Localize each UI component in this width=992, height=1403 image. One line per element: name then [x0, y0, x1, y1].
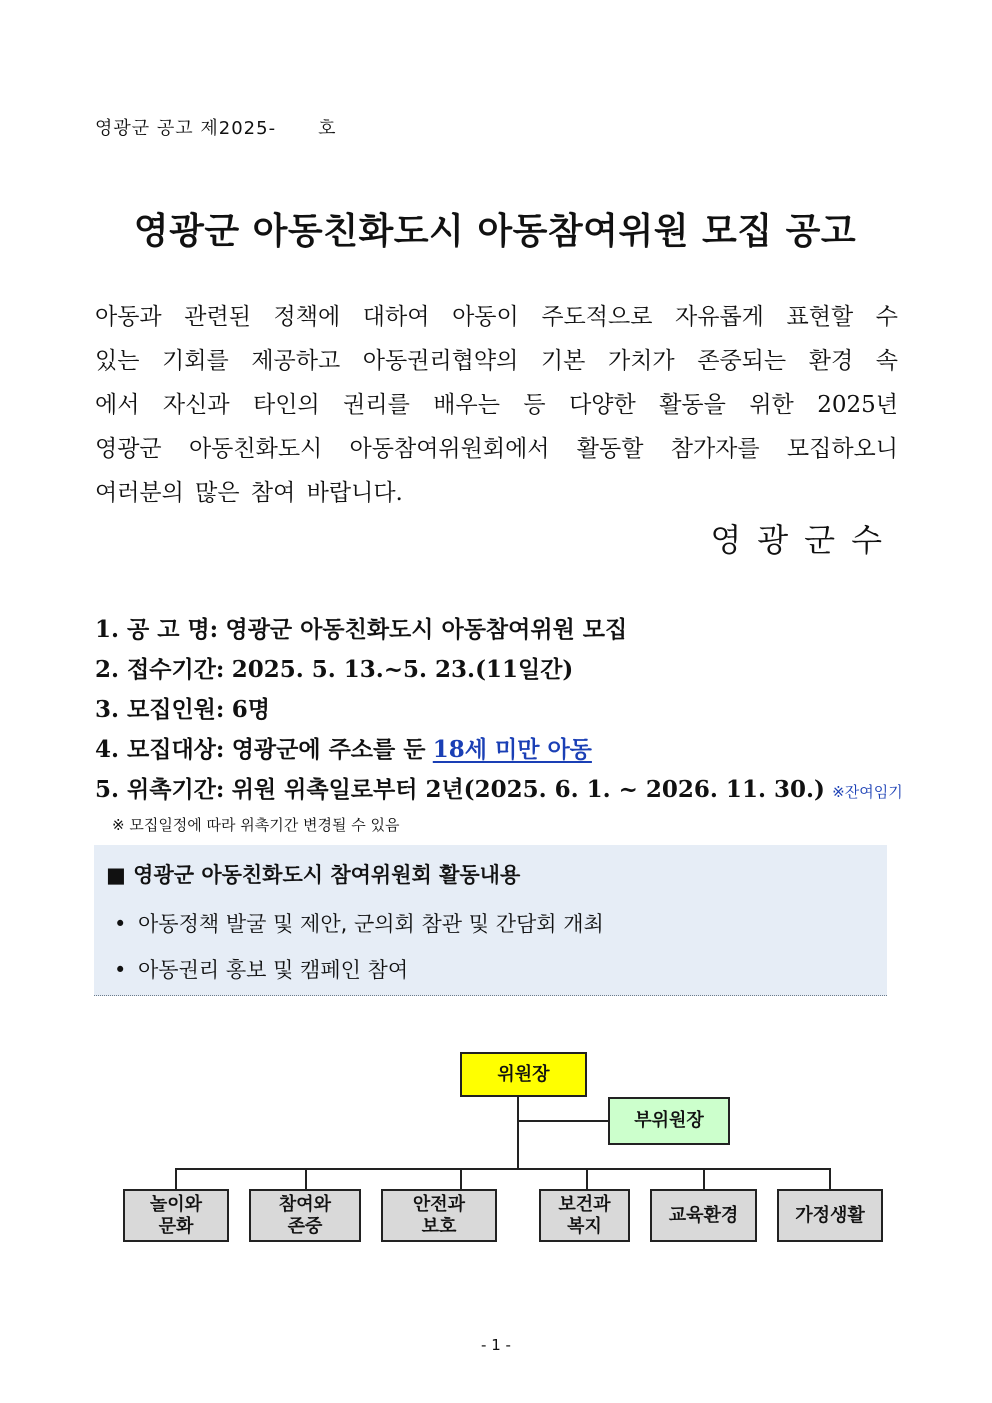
connector-line: [517, 1120, 610, 1122]
item-value: 위원 위촉일로부터 2년(2025. 6. 1. ~ 2026. 11. 30.): [231, 776, 825, 803]
chair-label: 위원장: [497, 1063, 550, 1085]
notice-number-suffix: 호: [318, 118, 337, 139]
connector-line: [829, 1168, 831, 1190]
group-label: 문화: [158, 1215, 194, 1237]
group-label: 존중: [287, 1215, 323, 1237]
group-box-family-life: [777, 1189, 883, 1242]
item-label: 5. 위촉기간:: [95, 776, 225, 803]
item-headcount: [95, 690, 895, 730]
group-box-safety-protection: [381, 1189, 497, 1242]
intro-line: 여러분의 많은 참여 바랍니다.: [95, 480, 403, 506]
item-period: [95, 650, 895, 690]
intro-line: 있는 기회를 제공하고 아동권리협약의 기본 가치가 존중되는 환경 속: [95, 348, 898, 374]
intro-line: 아동과 관련된 정책에 대하여 아동이 주도적으로 자유롭게 표현할 수: [95, 304, 898, 330]
activity-text: 아동정책 발굴 및 제안, 군의회 참관 및 간담회 개최: [138, 912, 604, 936]
intro-paragraph: [95, 295, 898, 515]
item-label: 1. 공 고 명:: [95, 616, 219, 643]
connector-line: [460, 1168, 462, 1190]
group-label: 가정생활: [795, 1204, 865, 1226]
item-value: 영광군 아동친화도시 아동참여위원 모집: [225, 616, 628, 643]
group-label: 복지: [567, 1215, 602, 1237]
group-box-participation-respect: [249, 1189, 361, 1242]
activity-item: [114, 947, 604, 993]
connector-line: [175, 1168, 177, 1190]
activity-title: ■ 영광군 아동친화도시 참여위원회 활동내용: [106, 863, 521, 887]
signer: 영광군수: [710, 521, 898, 559]
item-label: 4. 모집대상:: [95, 736, 225, 763]
group-label: 안전과: [412, 1193, 466, 1215]
chair-box: [460, 1052, 587, 1097]
group-box-play-culture: [123, 1189, 229, 1242]
schedule-footnote: ※ 모집일정에 따라 위촉기간 변경될 수 있음: [112, 816, 400, 834]
group-label: 교육환경: [668, 1204, 739, 1226]
bullet: •: [114, 958, 127, 982]
connector-line: [586, 1168, 588, 1190]
page-number: - 1 -: [481, 1336, 511, 1354]
notice-number-prefix: 영광군 공고 제2025-: [95, 118, 277, 139]
activity-box: [94, 845, 887, 996]
connector-line: [305, 1168, 307, 1190]
intro-line: 에서 자신과 타인의 권리를 배우는 등 다양한 활동을 위한 2025년: [95, 392, 898, 418]
activity-item: [114, 901, 604, 947]
item-term: [95, 770, 903, 810]
item-value: 2025. 5. 13.~5. 23.(11일간): [231, 656, 574, 683]
item-label: 3. 모집인원:: [95, 696, 225, 723]
activity-list: [114, 901, 604, 993]
activity-text: 아동권리 홍보 및 캠페인 참여: [138, 958, 409, 982]
group-label: 놀이와: [149, 1193, 203, 1215]
vice-chair-box: [608, 1097, 730, 1145]
connector-line: [175, 1168, 831, 1170]
intro-line: 영광군 아동친화도시 아동참여위원회에서 활동할 참가자를 모집하오니: [95, 436, 898, 462]
connector-line: [517, 1096, 519, 1169]
group-label: 보호: [421, 1215, 457, 1237]
item-title: [95, 610, 895, 650]
item-target: [95, 730, 895, 770]
group-box-education: [650, 1189, 757, 1242]
notice-number: [95, 114, 336, 140]
connector-line: [703, 1168, 705, 1190]
group-box-health-welfare: [539, 1189, 630, 1242]
group-label: 보건과: [558, 1193, 611, 1215]
group-label: 참여와: [278, 1193, 332, 1215]
item-value: 6명: [231, 696, 270, 723]
item-value: 영광군에 주소를 둔: [231, 736, 426, 763]
term-note: ※잔여임기: [832, 783, 903, 801]
bullet: •: [114, 912, 127, 936]
vice-chair-label: 부위원장: [634, 1110, 704, 1131]
notice-items: [95, 610, 903, 810]
item-label: 2. 접수기간:: [95, 656, 225, 683]
target-highlight: 18세 미만 아동: [432, 736, 592, 763]
document-title: 영광군 아동친화도시 아동참여위원 모집 공고: [133, 211, 857, 252]
